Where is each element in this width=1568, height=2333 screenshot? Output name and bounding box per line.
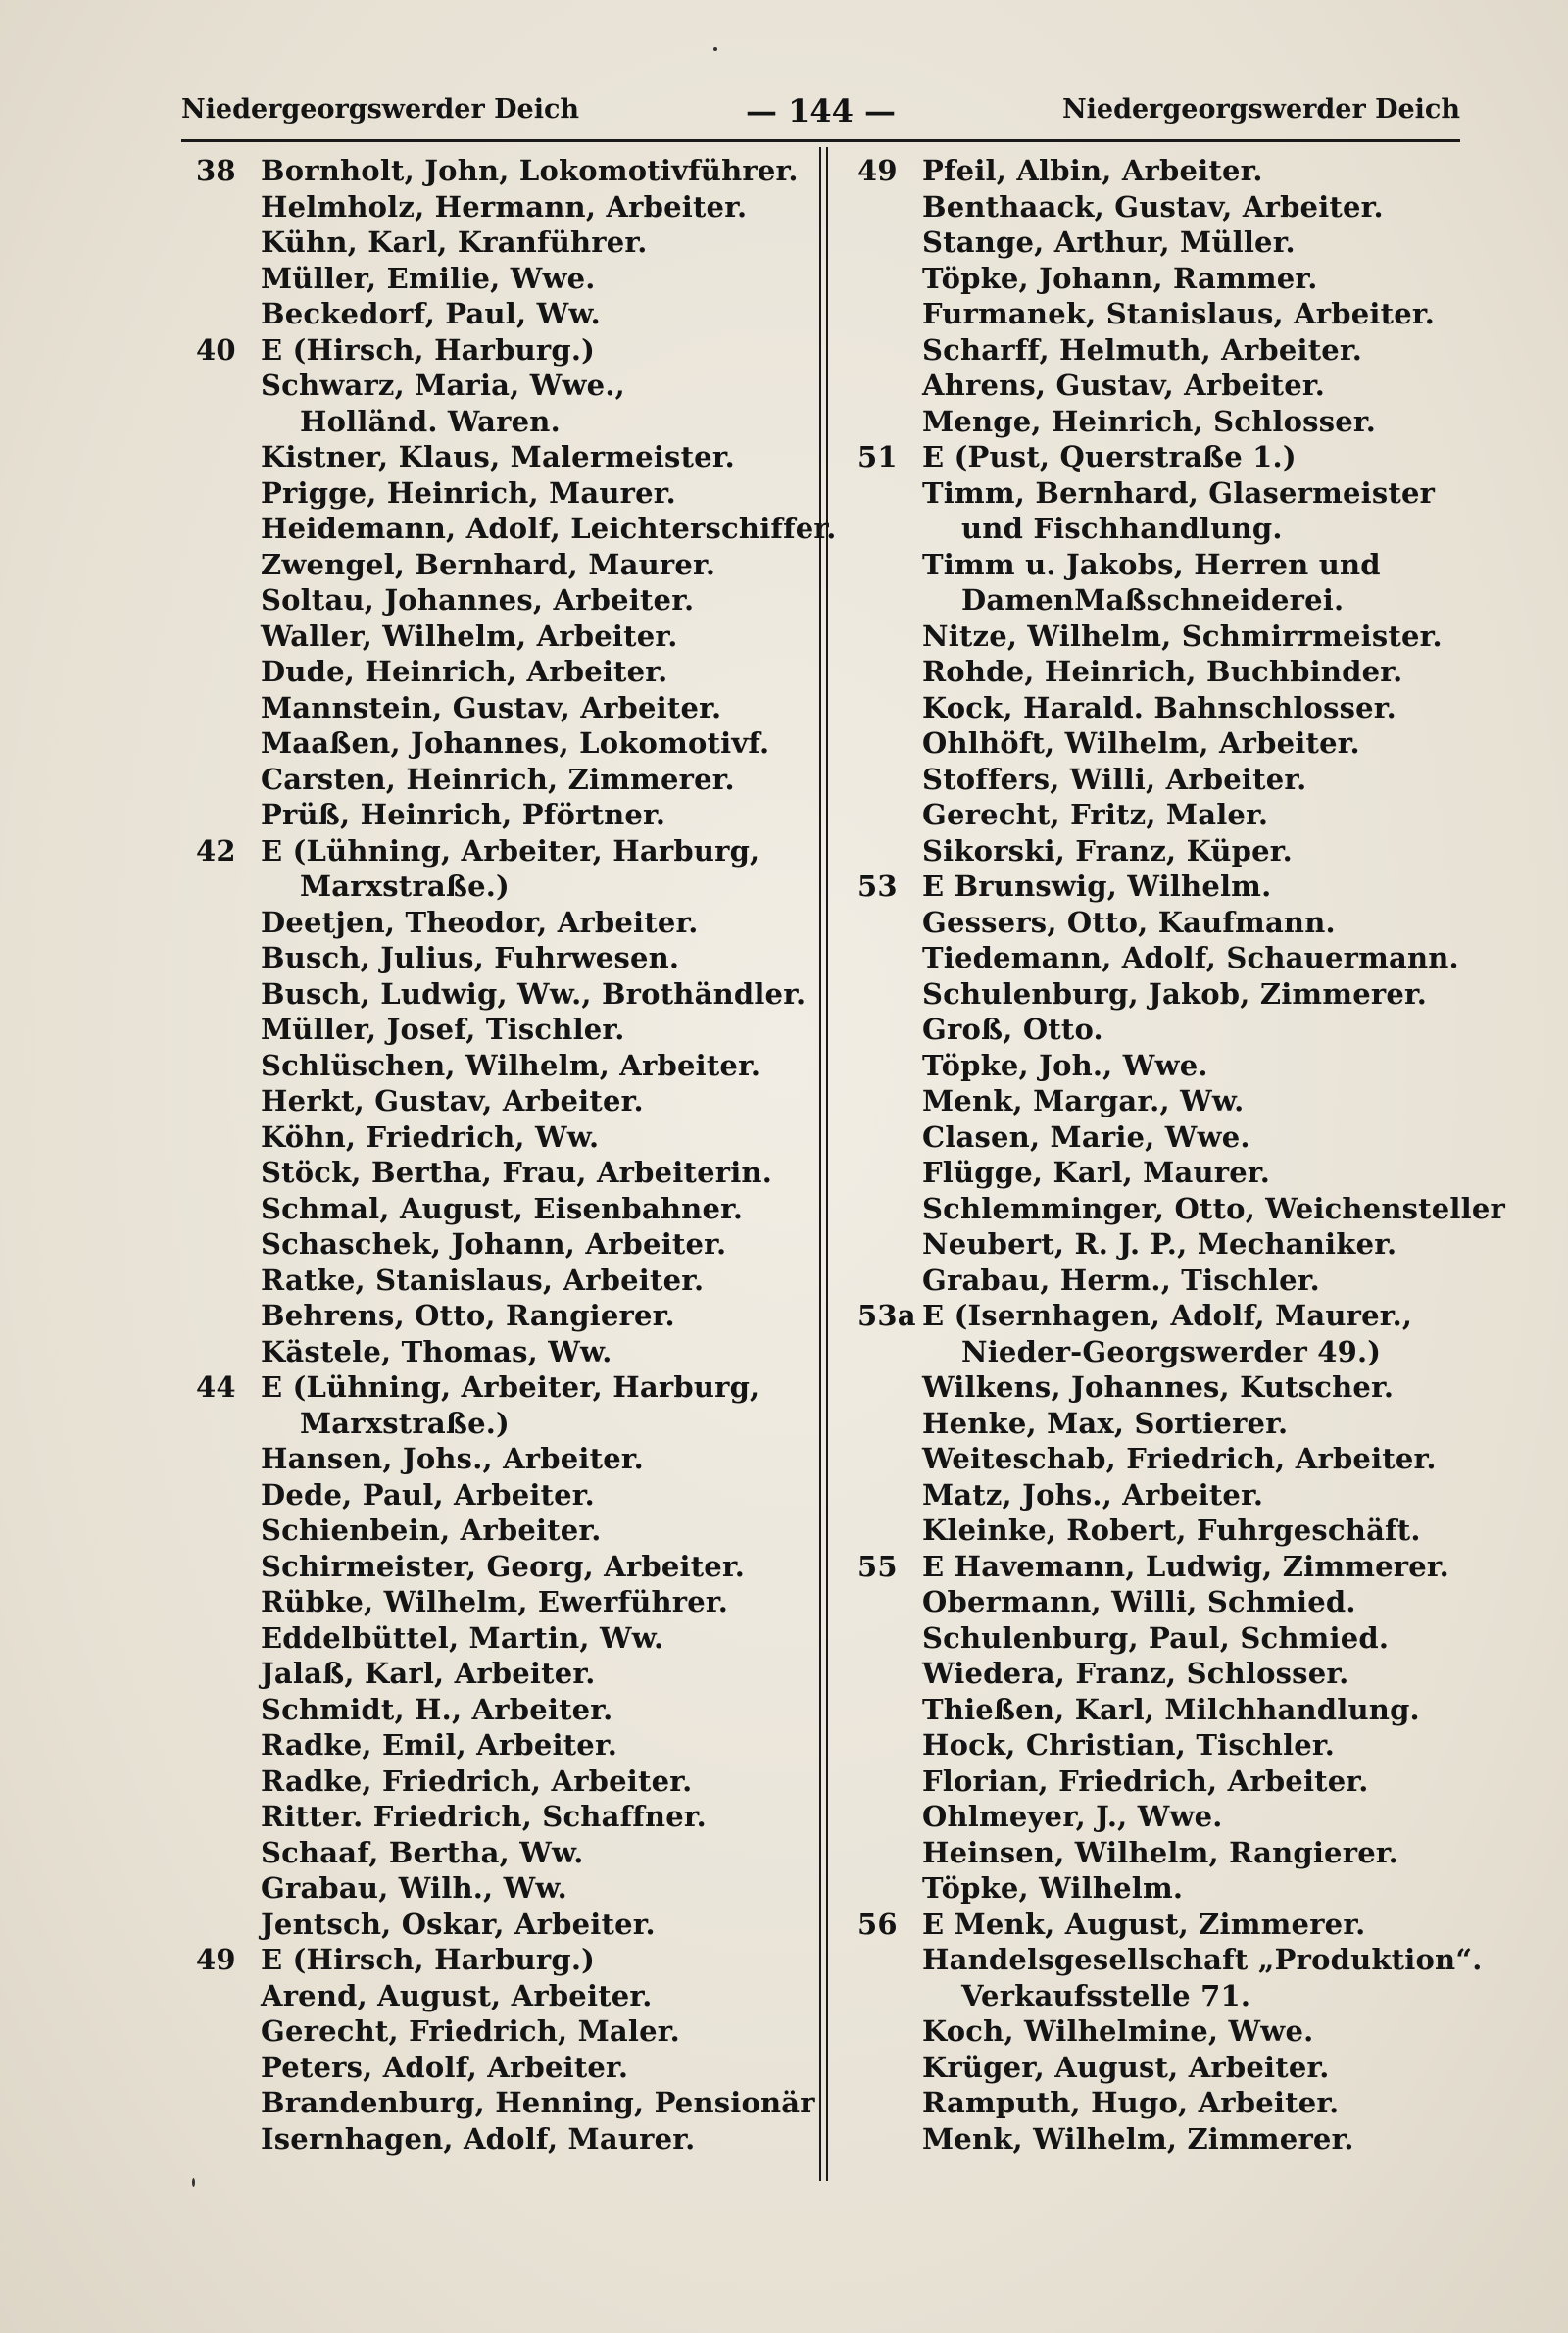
right-column <box>858 153 1505 2157</box>
entry-text: Bornholt, John, Lokomotivführer. <box>261 154 799 187</box>
directory-entry <box>858 189 1485 225</box>
directory-entry <box>196 797 823 833</box>
entry-text: Benthaack, Gustav, Arbeiter. <box>922 189 1384 223</box>
entry-text: Busch, Julius, Fuhrwesen. <box>261 941 680 974</box>
entry-text: Kock, Harald. Bahnschlosser. <box>922 690 1396 724</box>
directory-entry <box>196 1226 823 1263</box>
entry-text: Maaßen, Johannes, Lokomotivf. <box>261 726 770 760</box>
entry-text: Weiteschab, Friedrich, Arbeiter. <box>922 1442 1437 1475</box>
directory-entry <box>858 261 1485 297</box>
directory-entry <box>196 1799 823 1835</box>
entry-text: Behrens, Otto, Rangierer. <box>261 1299 675 1332</box>
directory-entry <box>196 1012 823 1048</box>
directory-entry <box>196 1477 823 1514</box>
directory-entry <box>858 1191 1505 1227</box>
directory-entry <box>858 619 1485 655</box>
directory-entry <box>196 296 823 332</box>
entry-text: Pfeil, Albin, Arbeiter. <box>922 154 1263 187</box>
entry-text: Schulenburg, Paul, Schmied. <box>922 1620 1390 1655</box>
entry-text: Radke, Emil, Arbeiter. <box>261 1728 618 1762</box>
entry-text: Stoffers, Willi, Arbeiter. <box>922 762 1307 796</box>
directory-entry <box>858 1513 1485 1549</box>
directory-entry <box>858 582 1485 619</box>
directory-entry <box>858 1334 1485 1370</box>
directory-entry <box>196 940 823 976</box>
entry-text: Menge, Heinrich, Schlosser. <box>922 404 1376 438</box>
entry-continuation: Marxstraße.) <box>300 1406 510 1440</box>
directory-entry <box>858 1942 1485 1978</box>
entry-text: E (Hirsch, Harburg.) <box>261 332 596 367</box>
directory-entry <box>858 2013 1485 2050</box>
directory-entry <box>196 1441 823 1477</box>
entry-text: Matz, Johs., Arbeiter. <box>922 1477 1264 1512</box>
directory-entry <box>196 1083 823 1119</box>
entry-text: E (Hirsch, Harburg.) <box>261 1943 596 1976</box>
directory-entry <box>196 1513 823 1549</box>
directory-entry <box>196 1763 823 1800</box>
entry-text: Timm, Bernhard, Glasermeister <box>922 475 1436 510</box>
house-number: 42 <box>196 833 236 868</box>
entry-text: Töpke, Wilhelm. <box>922 1871 1184 1905</box>
entry-text: E (Isernhagen, Adolf, Maurer., <box>922 1299 1413 1332</box>
entry-text: Prüß, Heinrich, Pförtner. <box>261 798 666 831</box>
entry-text: Müller, Emilie, Wwe. <box>261 261 596 295</box>
entry-text: Beckedorf, Paul, Ww. <box>261 297 601 330</box>
directory-entry <box>858 976 1485 1013</box>
entry-text: Stange, Arthur, Müller. <box>922 225 1296 259</box>
directory-entry <box>196 2121 823 2158</box>
entry-text: Nitze, Wilhelm, Schmirrmeister. <box>922 619 1443 653</box>
entry-text: Schaschek, Johann, Arbeiter. <box>261 1227 727 1261</box>
directory-entry <box>196 224 823 261</box>
entry-text: Kühn, Karl, Kranführer. <box>261 225 648 259</box>
directory-entry <box>196 725 823 762</box>
entry-text: Schaaf, Bertha, Ww. <box>261 1835 584 1869</box>
entry-text: Ritter. Friedrich, Schaffner. <box>261 1800 707 1833</box>
entry-text: Ohlmeyer, J., Wwe. <box>922 1800 1223 1833</box>
entry-text: Gessers, Otto, Kaufmann. <box>922 905 1336 939</box>
directory-entry <box>858 1298 1485 1334</box>
directory-entry <box>858 1263 1485 1299</box>
entry-text: E (Lühning, Arbeiter, Harburg, <box>261 1370 760 1404</box>
directory-entry <box>196 1584 823 1620</box>
directory-entry <box>858 404 1485 440</box>
directory-entry <box>858 547 1485 583</box>
entry-text: Henke, Max, Sortierer. <box>922 1406 1289 1440</box>
directory-entry <box>196 1727 823 1763</box>
directory-entry <box>196 332 823 369</box>
header-rule <box>181 139 1460 142</box>
house-number: 49 <box>858 154 898 187</box>
directory-entry <box>858 1406 1485 1442</box>
entry-text: Heidemann, Adolf, Leichterschiffer. <box>261 512 837 545</box>
entry-continuation: DamenMaßschneiderei. <box>961 583 1345 617</box>
house-number: 56 <box>858 1907 898 1941</box>
entry-text: Wilkens, Johannes, Kutscher. <box>922 1370 1395 1404</box>
directory-entry <box>196 1942 823 1978</box>
entry-text: Dede, Paul, Arbeiter. <box>261 1477 595 1512</box>
directory-entry <box>858 1226 1485 1263</box>
entry-text: Peters, Adolf, Arbeiter. <box>261 2050 629 2084</box>
directory-entry <box>858 725 1485 762</box>
directory-entry <box>858 1727 1485 1763</box>
directory-entry <box>858 332 1485 369</box>
house-number: 51 <box>858 440 898 473</box>
entry-text: Wiedera, Franz, Schlosser. <box>922 1657 1349 1690</box>
directory-entry <box>858 1584 1485 1620</box>
entry-text: Timm u. Jakobs, Herren und <box>922 547 1381 581</box>
entry-text: E (Pust, Querstraße 1.) <box>922 440 1297 473</box>
directory-entry <box>196 1907 823 1943</box>
entry-text: Furmanek, Stanislaus, Arbeiter. <box>922 297 1435 330</box>
directory-entry <box>196 2050 823 2086</box>
directory-entry <box>858 905 1485 941</box>
directory-entry <box>196 1369 823 1406</box>
entry-text: Ahrens, Gustav, Arbeiter. <box>922 369 1326 402</box>
entry-text: Sikorski, Franz, Küper. <box>922 833 1293 868</box>
entry-text: Koch, Wilhelmine, Wwe. <box>922 2014 1314 2048</box>
directory-entry <box>196 833 823 869</box>
entry-text: Groß, Otto. <box>922 1013 1103 1046</box>
directory-entry <box>858 654 1485 690</box>
entry-text: Kistner, Klaus, Malermeister. <box>261 440 735 473</box>
directory-entry <box>858 1763 1485 1800</box>
header-left-street: Niedergeorgswerder Deich <box>181 94 580 124</box>
directory-entry <box>196 404 823 440</box>
entry-text: Radke, Friedrich, Arbeiter. <box>261 1763 693 1798</box>
entry-text: Stöck, Bertha, Frau, Arbeiterin. <box>261 1156 772 1189</box>
directory-entry <box>858 1799 1485 1835</box>
entry-text: Thießen, Karl, Milchhandlung. <box>922 1692 1420 1726</box>
entry-continuation: Verkaufsstelle 71. <box>961 1978 1251 2012</box>
entry-text: Busch, Ludwig, Ww., Brothändler. <box>261 976 807 1011</box>
entry-text: Müller, Josef, Tischler. <box>261 1013 625 1046</box>
entry-text: Arend, August, Arbeiter. <box>261 1978 653 2012</box>
directory-entry <box>858 153 1485 189</box>
entry-text: E (Lühning, Arbeiter, Harburg, <box>261 833 760 868</box>
entry-text: Zwengel, Bernhard, Maurer. <box>261 547 716 581</box>
entry-text: Mannstein, Gustav, Arbeiter. <box>261 690 722 724</box>
directory-entry <box>858 1870 1485 1907</box>
entry-text: Eddelbüttel, Martin, Ww. <box>261 1620 664 1655</box>
entry-text: Isernhagen, Adolf, Maurer. <box>261 2121 696 2156</box>
column-divider-right <box>826 147 828 2181</box>
house-number: 49 <box>196 1943 236 1976</box>
entry-text: Neubert, R. J. P., Mechaniker. <box>922 1227 1397 1261</box>
directory-entry <box>858 940 1485 976</box>
directory-entry <box>858 1155 1485 1191</box>
directory-entry <box>196 582 823 619</box>
entry-text: E Brunswig, Wilhelm. <box>922 869 1272 903</box>
directory-entry <box>196 1656 823 1692</box>
entry-continuation: Holländ. Waren. <box>300 404 561 438</box>
directory-entry <box>196 1870 823 1907</box>
directory-entry <box>196 511 837 547</box>
directory-entry <box>858 1083 1485 1119</box>
entry-text: Tiedemann, Adolf, Schauermann. <box>922 941 1459 974</box>
directory-entry <box>858 1978 1485 2014</box>
directory-entry <box>858 1656 1485 1692</box>
directory-entry <box>858 797 1485 833</box>
directory-entry <box>858 1907 1485 1943</box>
entry-text: Schulenburg, Jakob, Zimmerer. <box>922 976 1428 1011</box>
directory-entry <box>196 976 823 1013</box>
directory-entry <box>196 2013 823 2050</box>
directory-entry <box>196 869 823 905</box>
paper-speck <box>713 47 717 51</box>
directory-entry <box>196 1334 823 1370</box>
entry-text: Scharff, Helmuth, Arbeiter. <box>922 332 1363 367</box>
entry-text: Grabau, Herm., Tischler. <box>922 1263 1320 1297</box>
entry-text: Schwarz, Maria, Wwe., <box>261 369 625 402</box>
entry-text: Ratke, Stanislaus, Arbeiter. <box>261 1263 705 1297</box>
directory-entry <box>196 2085 823 2121</box>
directory-entry <box>196 1692 823 1728</box>
directory-entry <box>858 511 1485 547</box>
directory-entry <box>858 224 1485 261</box>
directory-entry <box>196 762 823 798</box>
entry-text: Töpke, Johann, Rammer. <box>922 261 1318 295</box>
entry-text: Helmholz, Hermann, Arbeiter. <box>261 189 748 223</box>
directory-entry <box>858 1119 1485 1156</box>
entry-text: Hansen, Johs., Arbeiter. <box>261 1442 644 1475</box>
entry-text: Schienbein, Arbeiter. <box>261 1514 602 1547</box>
directory-entry <box>858 439 1485 475</box>
page-number: — 144 — <box>745 92 897 129</box>
entry-text: Ohlhöft, Wilhelm, Arbeiter. <box>922 726 1360 760</box>
directory-entry <box>858 762 1485 798</box>
directory-entry <box>196 690 823 726</box>
page-header <box>181 94 1460 133</box>
entry-text: Clasen, Marie, Wwe. <box>922 1119 1250 1154</box>
house-number: 40 <box>196 332 236 367</box>
house-number: 44 <box>196 1370 236 1404</box>
directory-entry <box>196 1549 823 1585</box>
directory-entry <box>858 1012 1485 1048</box>
directory-entry <box>196 547 823 583</box>
entry-text: Obermann, Willi, Schmied. <box>922 1585 1356 1618</box>
directory-entry <box>858 368 1485 404</box>
header-right-street: Niedergeorgswerder Deich <box>1061 94 1460 124</box>
entry-text: Rübke, Wilhelm, Ewerführer. <box>261 1585 729 1618</box>
entry-text: Gerecht, Friedrich, Maler. <box>261 2014 680 2048</box>
entry-text: Jalaß, Karl, Arbeiter. <box>261 1657 596 1690</box>
entry-continuation: Nieder-Georgswerder 49.) <box>961 1334 1382 1368</box>
entry-text: Herkt, Gustav, Arbeiter. <box>261 1084 644 1117</box>
house-number: 53 <box>858 869 898 903</box>
directory-entry <box>196 619 823 655</box>
directory-entry <box>196 1835 823 1871</box>
left-column <box>196 153 837 2157</box>
entry-text: Florian, Friedrich, Arbeiter. <box>922 1763 1369 1798</box>
entry-text: Töpke, Joh., Wwe. <box>922 1048 1208 1082</box>
entry-text: Dude, Heinrich, Arbeiter. <box>261 655 668 688</box>
entry-text: Rohde, Heinrich, Buchbinder. <box>922 655 1403 688</box>
entry-text: Handelsgesellschaft „Produktion“. <box>922 1943 1483 1976</box>
directory-entry <box>858 690 1485 726</box>
entry-text: Grabau, Wilh., Ww. <box>261 1871 567 1905</box>
directory-entry <box>858 1549 1485 1585</box>
entry-text: Köhn, Friedrich, Ww. <box>261 1119 600 1154</box>
entry-text: Gerecht, Fritz, Maler. <box>922 798 1269 831</box>
directory-entry <box>196 1406 823 1442</box>
entry-text: Schmal, August, Eisenbahner. <box>261 1191 744 1225</box>
directory-entry <box>858 1477 1485 1514</box>
entry-text: Soltau, Johannes, Arbeiter. <box>261 583 695 617</box>
directory-entry <box>858 296 1485 332</box>
entry-text: Krüger, August, Arbeiter. <box>922 2050 1330 2084</box>
entry-text: Schlemminger, Otto, Weichensteller <box>922 1191 1505 1225</box>
entry-text: Kleinke, Robert, Fuhrgeschäft. <box>922 1514 1421 1547</box>
entry-text: Menk, Wilhelm, Zimmerer. <box>922 2121 1354 2156</box>
directory-entry <box>196 654 823 690</box>
directory-entry <box>196 153 823 189</box>
paper-speck <box>192 2178 195 2187</box>
directory-entry <box>196 1119 823 1156</box>
entry-text: Carsten, Heinrich, Zimmerer. <box>261 762 735 796</box>
directory-entry <box>858 2085 1485 2121</box>
entry-text: Hock, Christian, Tischler. <box>922 1728 1335 1762</box>
directory-entry <box>858 1369 1485 1406</box>
directory-entry <box>858 869 1485 905</box>
entry-text: Brandenburg, Henning, Pensionär <box>261 2086 815 2119</box>
directory-entry <box>196 1298 823 1334</box>
house-number: 55 <box>858 1549 898 1583</box>
directory-entry <box>858 1835 1485 1871</box>
entry-text: Waller, Wilhelm, Arbeiter. <box>261 619 678 653</box>
directory-entry <box>858 1692 1485 1728</box>
entry-text: Deetjen, Theodor, Arbeiter. <box>261 905 699 939</box>
entry-text: Schlüschen, Wilhelm, Arbeiter. <box>261 1048 761 1082</box>
directory-entry <box>196 439 823 475</box>
directory-entry <box>196 189 823 225</box>
directory-entry <box>196 1978 823 2014</box>
entry-text: Flügge, Karl, Maurer. <box>922 1156 1270 1189</box>
house-number: 38 <box>196 154 236 187</box>
directory-entry <box>858 2050 1485 2086</box>
entry-text: Prigge, Heinrich, Maurer. <box>261 475 676 510</box>
directory-entry <box>858 475 1485 512</box>
entry-text: E Menk, August, Zimmerer. <box>922 1907 1366 1941</box>
entry-continuation: und Fischhandlung. <box>961 512 1283 545</box>
directory-entry <box>858 2121 1485 2158</box>
entry-text: Menk, Margar., Ww. <box>922 1084 1245 1117</box>
directory-entry <box>858 1620 1485 1657</box>
entry-continuation: Marxstraße.) <box>300 869 510 903</box>
directory-entry <box>196 1155 823 1191</box>
directory-entry <box>196 475 823 512</box>
house-number: 53a <box>858 1299 916 1332</box>
directory-entry <box>196 1620 823 1657</box>
directory-entry <box>196 1048 823 1084</box>
directory-entry <box>196 1263 823 1299</box>
entry-text: Jentsch, Oskar, Arbeiter. <box>261 1907 656 1941</box>
directory-entry <box>858 1048 1485 1084</box>
entry-text: Ramputh, Hugo, Arbeiter. <box>922 2086 1340 2119</box>
directory-entry <box>858 833 1485 869</box>
directory-entry <box>196 905 823 941</box>
directory-entry <box>196 368 823 404</box>
directory-entry <box>196 261 823 297</box>
directory-entry <box>196 1191 823 1227</box>
directory-entry <box>858 1441 1485 1477</box>
entry-text: Heinsen, Wilhelm, Rangierer. <box>922 1835 1398 1869</box>
entry-text: E Havemann, Ludwig, Zimmerer. <box>922 1549 1449 1583</box>
entry-text: Kästele, Thomas, Ww. <box>261 1334 612 1368</box>
entry-text: Schmidt, H., Arbeiter. <box>261 1692 613 1726</box>
entry-text: Schirmeister, Georg, Arbeiter. <box>261 1549 746 1583</box>
